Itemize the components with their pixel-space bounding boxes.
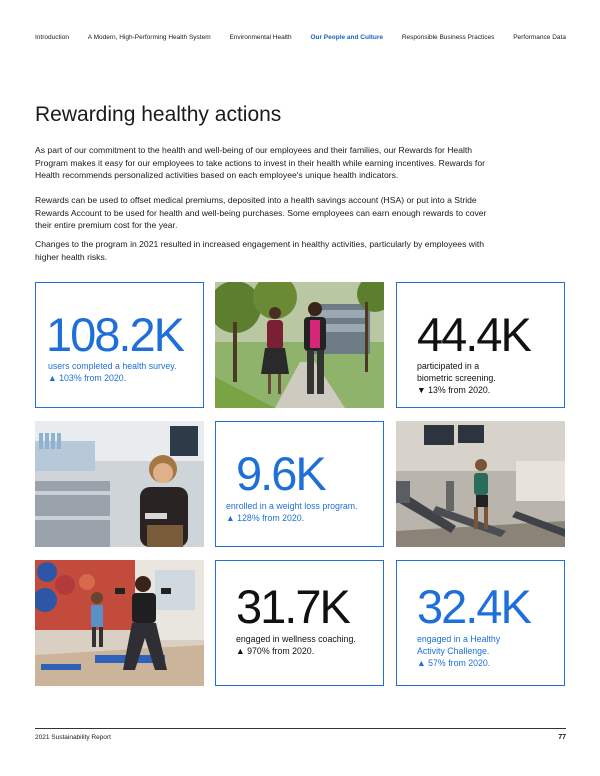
stat-change: ▲ 970% from 2020. [236,646,315,656]
nav-health-system[interactable]: A Modern, High-Performing Health System [87,34,211,41]
photo-treadmill-gym [396,421,565,547]
stat-value: 9.6K [236,447,325,500]
stat-value: 108.2K [46,308,183,361]
stat-card-biometric [396,282,565,408]
nav-introduction[interactable]: Introduction [35,34,69,41]
stat-change: ▲ 57% from 2020. [417,658,491,668]
page-number: 77 [558,734,566,741]
footer-divider [35,728,566,729]
photo-fitness-class [35,560,204,686]
stat-description: participated in a biometric screening. ▼ 13% from 2020. [417,361,496,395]
stat-value: 32.4K [417,580,530,633]
stat-value: 31.7K [236,580,349,633]
stat-change: ▲ 103% from 2020. [48,373,127,383]
photo-woman-cafeteria [35,421,204,547]
stat-description: engaged in wellness coaching. ▲ 970% from 2020. [236,634,356,656]
top-nav [35,34,566,41]
footer-report-title: 2021 Sustainability Report [35,734,111,741]
intro-paragraph: As part of our commitment to the health and well-being of our employees and their families, our Rewards for Health Program makes it easy for our employees to take actions to invest in their health while earning incentives. Rewards for Health recommends personalized activities based on each employee's unique health indicators. [35,145,485,181]
stat-description: enrolled in a weight loss program. ▲ 128% from 2020. [226,501,358,523]
stat-value: 44.4K [417,308,530,361]
stat-description: users completed a health survey. ▲ 103% from 2020. [48,361,177,383]
stat-card-wellness-coaching [215,560,384,686]
nav-responsible-business[interactable]: Responsible Business Practices [401,34,495,41]
stat-description: engaged in a Healthy Activity Challenge. ▲ 57% from 2020. [417,634,501,668]
stat-card-health-survey [35,282,204,408]
nav-people-culture[interactable]: Our People and Culture [310,34,384,41]
stat-change: ▲ 128% from 2020. [226,513,305,523]
page-title: Rewarding healthy actions [35,103,282,126]
rewards-paragraph: Rewards can be used to offset medical premiums, deposited into a health savings account (HSA) or put into a Stride Rewards Account to be used for health and well-being purchases. Some employees can earn enough rewards to cover their entire premium cost for the year. [35,195,487,231]
stat-card-weight-loss [215,421,384,547]
photo-women-walking [215,282,384,408]
nav-performance-data[interactable]: Performance Data [513,34,566,41]
changes-paragraph: Changes to the program in 2021 resulted in increased engagement in healthy activities, particularly by employees with higher health risks. [35,239,485,262]
stat-change: ▼ 13% from 2020. [417,385,491,395]
stat-card-activity-challenge [396,560,565,686]
nav-environmental-health[interactable]: Environmental Health [229,34,292,41]
